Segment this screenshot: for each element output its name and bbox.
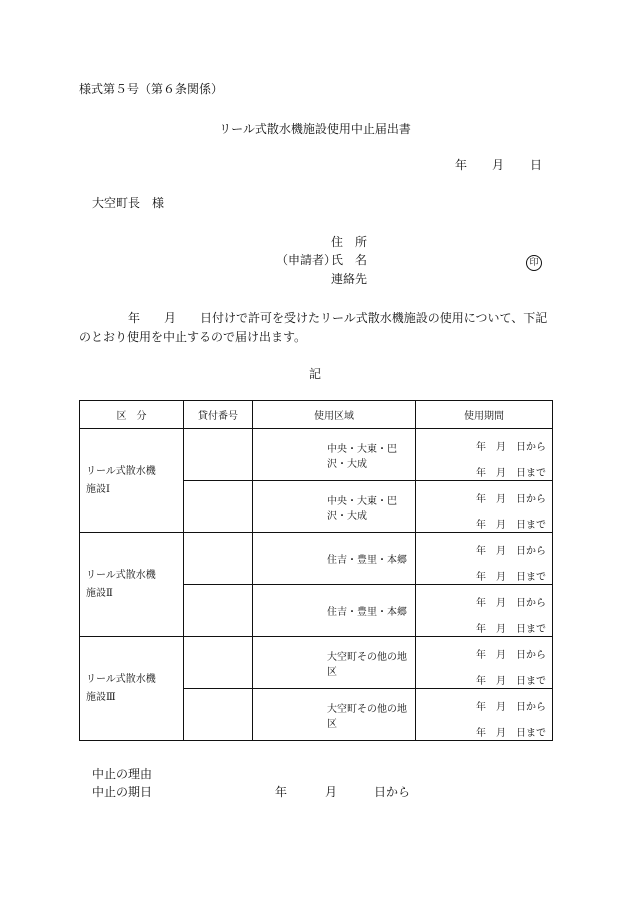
date-to: 年 月 日まで: [476, 468, 546, 479]
applicant-label: （申請者）: [276, 253, 337, 267]
header-loan-number: 貸付番号: [184, 401, 253, 429]
body-line-1: 年 月 日付けで許可を受けたリール式散水機施設の使用について、下記: [128, 311, 548, 325]
form-number: 様式第５号（第６条関係）: [79, 82, 224, 96]
area-cell: 住吉・豊里・本郷: [253, 533, 416, 585]
date-to: 年 月 日まで: [476, 520, 546, 531]
date-from: 年 月 日から: [476, 494, 546, 505]
period-cell: [416, 429, 553, 481]
category-line: 施設Ⅱ: [86, 587, 113, 599]
date-from: 年 月 日から: [476, 546, 546, 557]
loan-number-cell: [184, 689, 253, 741]
area-cell: 大空町その他の地区: [253, 637, 416, 689]
period-cell: [416, 481, 553, 533]
date-from: 年 月 日から: [476, 442, 546, 453]
period-cell: [416, 585, 553, 637]
header-usage-period: 使用期間: [416, 401, 553, 429]
date-from: 年 月 日から: [476, 650, 546, 661]
category-cell: [80, 637, 184, 741]
table-row: [80, 533, 553, 585]
date-from: 年 月 日から: [476, 598, 546, 609]
loan-number-cell: [184, 585, 253, 637]
period-cell: [416, 533, 553, 585]
date-day: 日: [530, 158, 543, 172]
category-line: リール式散水機: [86, 465, 156, 477]
category-line: 施設Ⅲ: [86, 691, 116, 703]
period-cell: [416, 689, 553, 741]
addressee: 大空町長 様: [92, 196, 165, 210]
date-to: 年 月 日まで: [476, 624, 546, 635]
category-cell: [80, 533, 184, 637]
category-line: 施設Ⅰ: [86, 483, 110, 495]
applicant-address-label: 住 所: [331, 235, 368, 249]
area-cell: 中央・大東・巴沢・大成: [253, 429, 416, 481]
date-to: 年 月 日まで: [476, 728, 546, 739]
loan-number-cell: [184, 637, 253, 689]
stop-date-month: 月: [325, 785, 338, 799]
table-row: [80, 429, 553, 481]
date-to: 年 月 日まで: [476, 572, 546, 583]
seal-mark: [526, 250, 542, 271]
stop-date-label: 中止の期日: [92, 785, 153, 799]
table-header-row: [80, 401, 553, 429]
area-cell: 住吉・豊里・本郷: [253, 585, 416, 637]
date-from: 年 月 日から: [476, 702, 546, 713]
applicant-contact-label: 連絡先: [331, 272, 368, 286]
loan-number-cell: [184, 429, 253, 481]
category-line: リール式散水機: [86, 569, 156, 581]
ki-heading: 記: [308, 367, 321, 381]
date-year: 年: [455, 158, 468, 172]
loan-number-cell: [184, 533, 253, 585]
category-line: リール式散水機: [86, 673, 156, 685]
table-row: [80, 637, 553, 689]
loan-number-cell: [184, 481, 253, 533]
date-month: 月: [492, 158, 505, 172]
period-cell: [416, 637, 553, 689]
header-usage-area: 使用区域: [253, 401, 416, 429]
usage-table: [79, 400, 553, 741]
area-cell: 中央・大東・巴沢・大成: [253, 481, 416, 533]
stop-date-day: 日から: [374, 785, 411, 799]
header-category: 区 分: [80, 401, 184, 429]
seal-icon: 印: [526, 255, 542, 271]
document-title: リール式散水機施設使用中止届出書: [219, 122, 411, 136]
applicant-name-label: 氏 名: [331, 253, 368, 267]
date-to: 年 月 日まで: [476, 676, 546, 687]
reason-label: 中止の理由: [92, 767, 153, 781]
category-cell: [80, 429, 184, 533]
stop-date-year: 年: [275, 785, 288, 799]
area-cell: 大空町その他の地区: [253, 689, 416, 741]
body-line-2: のとおり使用を中止するので届け出ます。: [79, 330, 307, 344]
